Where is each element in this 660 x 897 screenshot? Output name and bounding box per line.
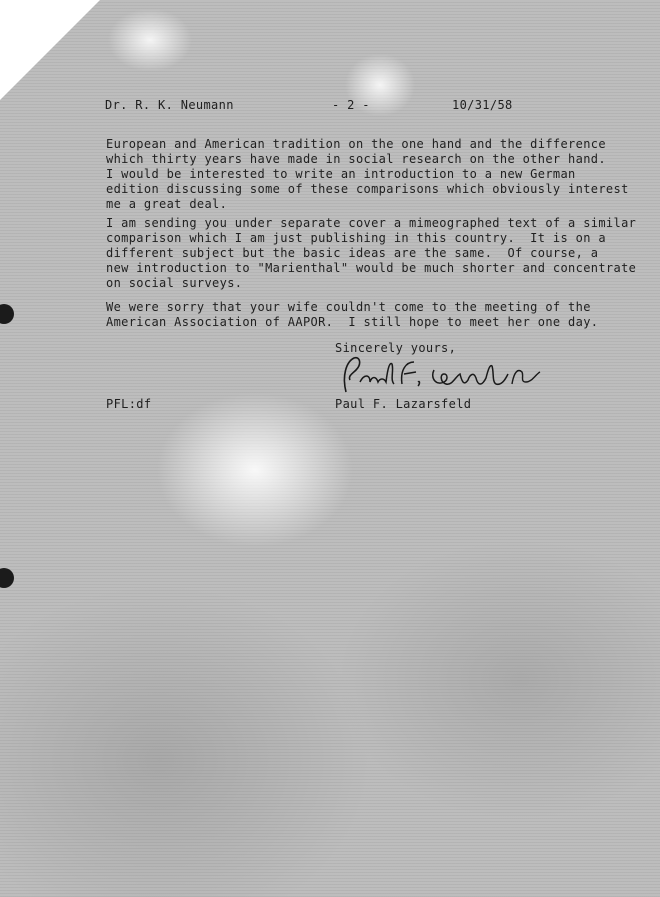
signer-name: Paul F. Lazarsfeld — [335, 397, 472, 411]
paragraph-line: I am sending you under separate cover a mimeographed text of a similar — [106, 216, 637, 230]
paragraph-line: me a great deal. — [106, 197, 228, 211]
addressee-header: Dr. R. K. Neumann — [105, 98, 234, 112]
paragraph-line: which thirty years have made in social research on the other hand. — [106, 152, 606, 166]
paragraph-line: different subject but the basic ideas are the same. Of course, a — [106, 246, 599, 260]
paragraph-2 — [106, 216, 637, 291]
typist-initials: PFL:df — [106, 397, 152, 411]
closing-salutation: Sincerely yours, — [335, 341, 457, 355]
paragraph-3 — [106, 300, 606, 330]
paragraph-line: We were sorry that your wife couldn't come to the meeting of the — [106, 300, 591, 314]
page-number: - 2 - — [332, 98, 370, 112]
folded-corner — [0, 0, 100, 100]
paragraph-line: comparison which I am just publishing in this country. It is on a — [106, 231, 606, 245]
paragraph-line: edition discussing some of these comparisons which obviously interest — [106, 182, 629, 196]
paragraph-line: American Association of AAPOR. I still hope to meet her one day. — [106, 315, 599, 329]
paragraph-line: I would be interested to write an introduction to a new German — [106, 167, 576, 181]
paragraph-line: European and American tradition on the one hand and the difference — [106, 137, 606, 151]
letter-date: 10/31/58 — [452, 98, 513, 112]
handwritten-signature — [336, 352, 556, 400]
paragraph-line: on social surveys. — [106, 276, 243, 290]
paragraph-1 — [106, 137, 629, 212]
paragraph-line: new introduction to "Marienthal" would be much shorter and concentrate — [106, 261, 637, 275]
